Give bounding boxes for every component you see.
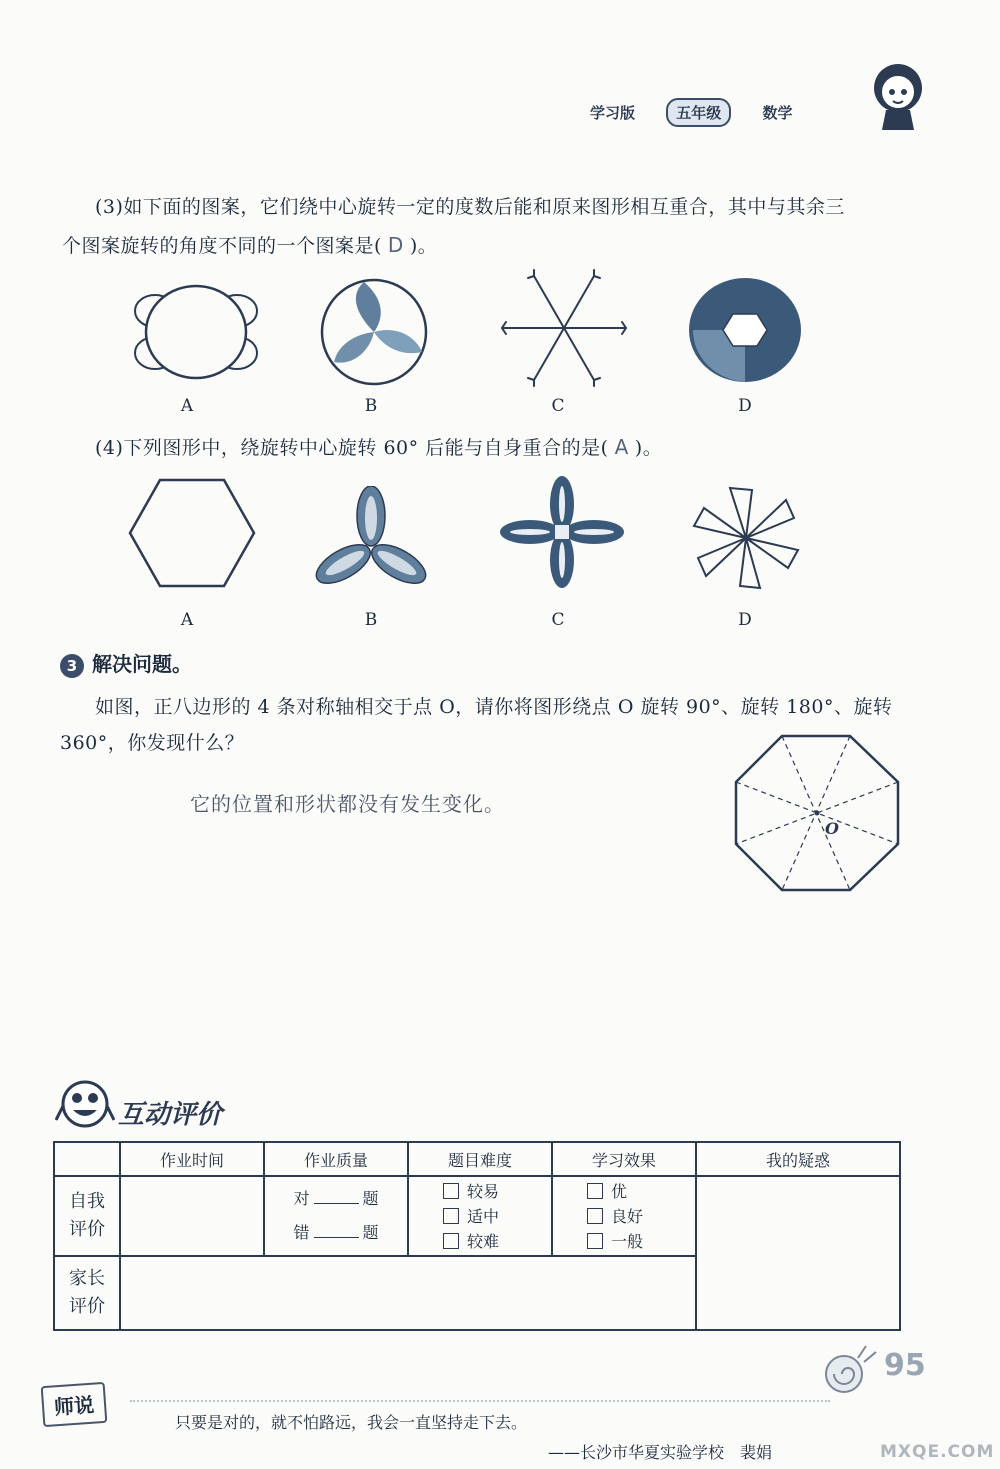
- checkbox-icon[interactable]: [443, 1208, 459, 1224]
- q3-figure-b: [318, 276, 430, 388]
- self-time-cell[interactable]: [120, 1176, 264, 1256]
- col-time: 作业时间: [120, 1142, 264, 1176]
- row-self-label: 自我 评价: [54, 1176, 120, 1256]
- difficulty-easy[interactable]: 较易: [443, 1179, 550, 1204]
- col-questions: 我的疑惑: [696, 1142, 900, 1176]
- snail-mascot-icon: [814, 1340, 884, 1400]
- effect-average[interactable]: 一般: [587, 1229, 694, 1254]
- col-effect: 学习效果: [552, 1142, 696, 1176]
- q4-text: [95, 430, 662, 465]
- difficulty-hard[interactable]: 较难: [443, 1229, 550, 1254]
- watermark-text: MXQE.COM: [880, 1442, 995, 1462]
- q4-figure-b: [310, 486, 432, 590]
- col-difficulty: 题目难度: [408, 1142, 552, 1176]
- evaluation-title: 互动评价: [118, 1100, 223, 1130]
- checkbox-icon[interactable]: [587, 1233, 603, 1249]
- effect-good[interactable]: 良好: [587, 1204, 694, 1229]
- q3-answer: D: [387, 233, 404, 257]
- q3-text-line1: (3)如下面的图案，它们绕中心旋转一定的度数后能和原来图形相互重合，其中与其余三: [95, 196, 845, 218]
- table-corner: [54, 1142, 120, 1176]
- q3-option-c: C: [551, 396, 565, 416]
- octagon-figure: [732, 732, 902, 894]
- point-o-label: O: [825, 819, 839, 838]
- section3-problem-line1: 如图，正八边形的 4 条对称轴相交于点 O，请你将图形绕点 O 旋转 90°、旋转 180°、旋转: [95, 696, 893, 718]
- parent-eval-cell[interactable]: [120, 1256, 696, 1330]
- teacher-divider: [130, 1400, 830, 1402]
- checkbox-icon[interactable]: [587, 1183, 603, 1199]
- q4-option-c: C: [551, 610, 565, 630]
- q3-text-after: )。: [409, 235, 438, 257]
- q3-text-line2: [62, 228, 437, 263]
- q3-text-before: 个图案旋转的角度不同的一个图案是(: [62, 235, 382, 257]
- checkbox-icon[interactable]: [443, 1233, 459, 1249]
- girl-mascot-icon: [862, 58, 934, 138]
- q4-text-after: )。: [634, 437, 663, 459]
- header-edition: 学习版: [590, 104, 636, 122]
- q3-figure-c: [498, 268, 630, 388]
- q4-figure-c: [500, 476, 624, 588]
- checkbox-icon[interactable]: [587, 1208, 603, 1224]
- q4-answer: A: [614, 435, 629, 459]
- self-quality-cell: 对 题 错 题: [264, 1176, 408, 1256]
- self-effect-cell: [552, 1176, 696, 1256]
- q4-option-b: B: [364, 610, 378, 630]
- section3-heading: [60, 648, 192, 678]
- q4-figure-d: [690, 486, 802, 590]
- section3-answer: 它的位置和形状都没有发生变化。: [190, 792, 505, 816]
- effect-excellent[interactable]: 优: [587, 1179, 694, 1204]
- q4-figure-a: [128, 478, 256, 588]
- difficulty-medium[interactable]: 适中: [443, 1204, 550, 1229]
- page-header: [590, 98, 819, 127]
- ball-mascot-icon: [55, 1076, 115, 1134]
- wrong-count-blank[interactable]: [314, 1237, 359, 1238]
- section3-problem-line2: 360°，你发现什么？: [60, 732, 245, 754]
- header-subject: 数学: [762, 104, 793, 122]
- q3-option-d: D: [738, 396, 752, 416]
- q3-option-b: B: [364, 396, 378, 416]
- correct-count-blank[interactable]: [314, 1203, 359, 1204]
- q3-option-a: A: [180, 396, 194, 416]
- q3-figure-d: [687, 276, 803, 384]
- teacher-says-label: 师说: [41, 1382, 108, 1427]
- page-number: 95: [884, 1348, 926, 1383]
- section3-title: 解决问题。: [92, 652, 192, 676]
- evaluation-table: [53, 1141, 901, 1331]
- questions-cell[interactable]: [696, 1176, 900, 1330]
- teacher-quote: 只要是对的，就不怕路远，我会一直坚持走下去。: [175, 1413, 528, 1432]
- q3-figure-a: [130, 278, 262, 386]
- section3-number: 3: [60, 654, 84, 678]
- q4-option-a: A: [180, 610, 194, 630]
- teacher-signature: ——长沙市华夏实验学校 裴娟: [548, 1443, 773, 1462]
- col-quality: 作业质量: [264, 1142, 408, 1176]
- self-difficulty-cell: [408, 1176, 552, 1256]
- q4-option-d: D: [738, 610, 752, 630]
- checkbox-icon[interactable]: [443, 1183, 459, 1199]
- header-grade: 五年级: [666, 98, 731, 127]
- q4-text-before: (4)下列图形中，绕旋转中心旋转 60° 后能与自身重合的是(: [95, 437, 609, 459]
- row-parent-label: 家长 评价: [54, 1256, 120, 1330]
